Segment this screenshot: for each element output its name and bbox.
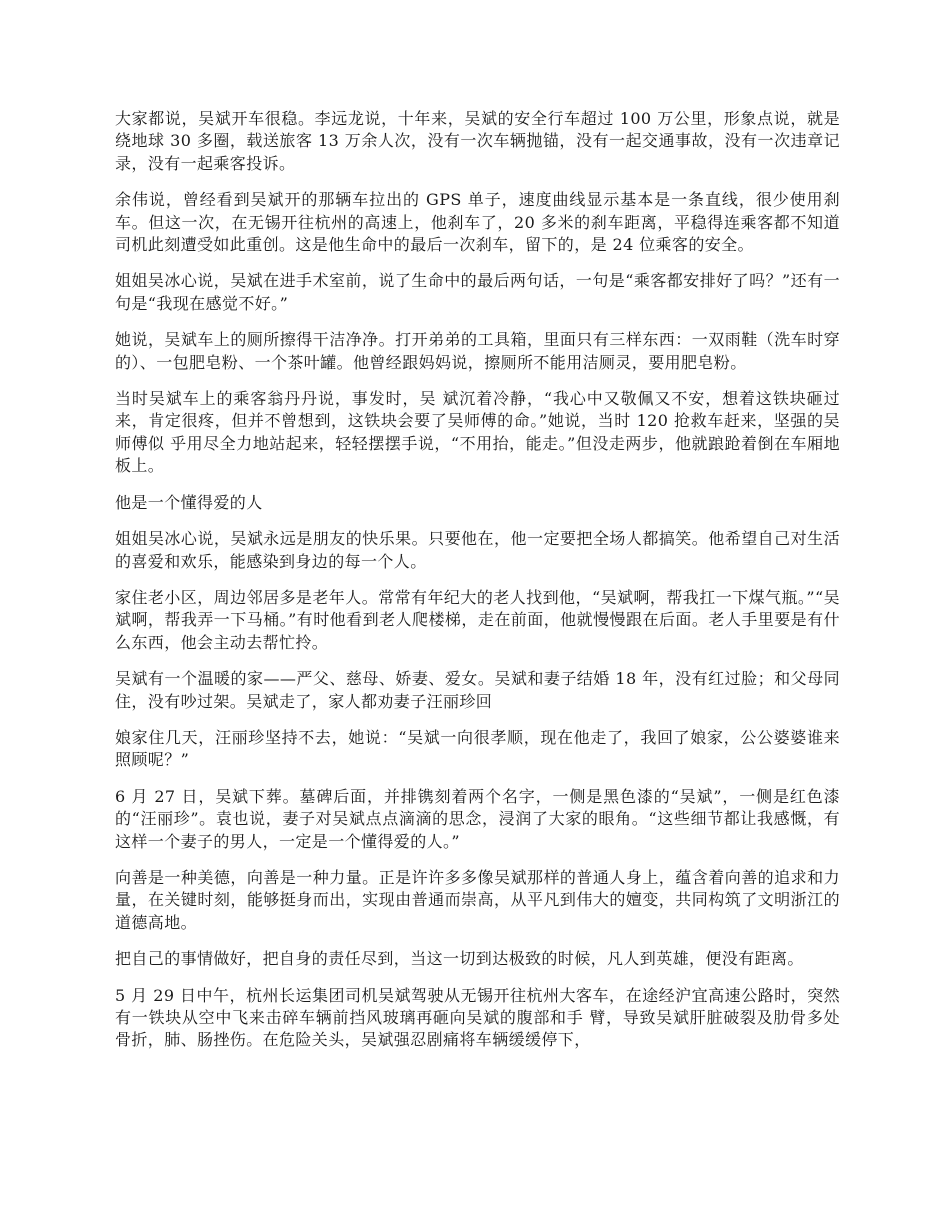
paragraph-10: 6 月 27 日，吴斌下葬。墓碑后面，并排镌刻着两个名字，一侧是黑色漆的“吴斌”，一侧是红色漆的“汪丽珍”。袁也说，妻子对吴斌点点滴滴的思念，浸润了大家的眼角。“这些细节都让我感慨，有这样一个妻子的男人，一定是一个懂得爱的人。” [115, 786, 840, 851]
paragraph-4: 她说，吴斌车上的厕所擦得干洁净净。打开弟弟的工具箱，里面只有三样东西：一双雨鞋（洗车时穿的）、一包肥皂粉、一个茶叶罐。他曾经跟妈妈说，擦厕所不能用洁厕灵，要用肥皂粉。 [115, 330, 840, 372]
paragraph-12: 把自己的事情做好，把自身的责任尽到，当这一切到达极致的时候，凡人到英雄，便没有距离。 [115, 949, 804, 969]
paragraph-3: 姐姐吴冰心说，吴斌在进手术室前，说了生命中的最后两句话，一句是“乘客都安排好了吗？”还有一句是“我现在感觉不好。” [115, 271, 840, 313]
paragraph-13: 5 月 29 日中午，杭州长运集团司机吴斌驾驶从无锡开往杭州大客车，在途经沪宜高速公路时，突然有一铁块从空中飞来击碎车辆前挡风玻璃再砸向吴斌的腹部和手 臂，导致吴斌肝脏破裂及肋骨多处骨折，肺、肠挫伤。在危险关头，吴斌强忍剧痛将车辆缓缓停下， [115, 985, 840, 1050]
paragraph-1: 大家都说，吴斌开车很稳。李远龙说，十年来，吴斌的安全行车超过 100 万公里，形象点说，就是绕地球 30 多圈，载送旅客 13 万余人次，没有一次车辆抛锚，没有一起交通事故，没有一次违章记录，没有一起乘客投诉。 [115, 109, 840, 173]
paragraph-9: 娘家住几天，汪丽珍坚持不去，她说：“吴斌一向很孝顺，现在他走了，我回了娘家，公公婆婆谁来照顾呢？” [115, 727, 840, 770]
section-heading: 他是一个懂得爱的人 [115, 492, 263, 512]
paragraph-11: 向善是一种美德，向善是一种力量。正是许许多多像吴斌那样的普通人身上，蕴含着向善的追求和力量，在关键时刻，能够挺身而出，实现由普通而崇高，从平凡到伟大的嬗变，共同构筑了文明浙江的道德高地。 [115, 867, 840, 932]
paragraph-7: 家住老小区，周边邻居多是老年人。常常有年纪大的老人找到他，“吴斌啊，帮我扛一下煤气瓶。”“吴斌啊，帮我弄一下马桶。”有时他看到老人爬楼梯，走在前面，他就慢慢跟在后面。老人手里要是有什么东西，他会主动去帮忙拎。 [115, 587, 840, 652]
document-body [115, 108, 840, 1066]
paragraph-6: 姐姐吴冰心说，吴斌永远是朋友的快乐果。只要他在，他一定要把全场人都搞笑。他希望自己对生活的喜爱和欢乐，能感染到身边的每一个人。 [115, 529, 840, 571]
paragraph-5: 当时吴斌车上的乘客翁丹丹说，事发时，吴 斌沉着冷静，“我心中又敬佩又不安，想着这铁块砸过来，肯定很疼，但并不曾想到，这铁块会要了吴师傅的命。”她说，当时 120 抢救车赶来，坚强的吴师傅似 乎用尽全力地站起来，轻轻摆摆手说，“不用抬，能走。”但没走两步，他就踉跄着倒在车厢地板上。 [115, 389, 840, 476]
paragraph-2: 余伟说，曾经看到吴斌开的那辆车拉出的 GPS 单子，速度曲线显示基本是一条直线，很少使用刹车。但这一次，在无锡开往杭州的高速上，他刹车了，20 多米的刹车距离，平稳得连乘客都不知道司机此刻遭受如此重创。这是他生命中的最后一次刹车，留下的，是 24 位乘客的安全。 [115, 190, 840, 255]
paragraph-8: 吴斌有一个温暖的家——严父、慈母、娇妻、爱女。吴斌和妻子结婚 18 年，没有红过脸；和父母同住，没有吵过架。吴斌走了，家人都劝妻子汪丽珍回 [115, 669, 840, 711]
